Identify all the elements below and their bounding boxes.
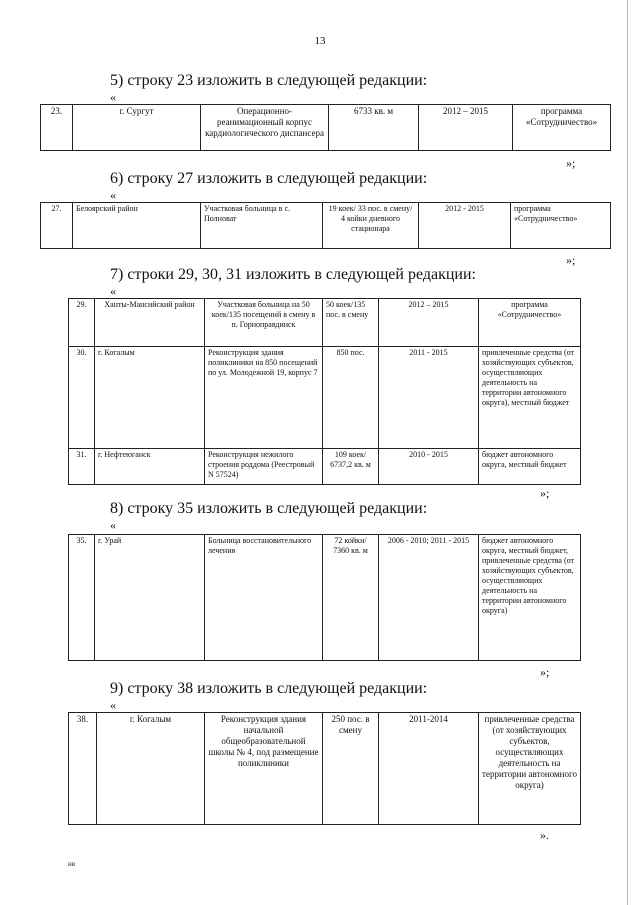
cell-period: 2012 – 2015 xyxy=(379,299,479,347)
section-8-open-quote: « xyxy=(110,518,116,532)
section-5-close: »; xyxy=(566,156,576,170)
cell-capacity: 19 коек/ 33 пос. в смену/ 4 койки дневного стационара xyxy=(323,203,419,249)
section-5-heading: 5) строку 23 изложить в следующей редакции: xyxy=(110,72,428,89)
cell-funding: программа «Сотрудничество» xyxy=(511,203,611,249)
section-6-table xyxy=(40,202,611,249)
cell-object: Участковая больница в с. Полноват xyxy=(201,203,323,249)
cell-object: Реконструкция нежилого строения роддома (Реестровый N 57524) xyxy=(205,449,323,485)
section-8-heading: 8) строку 35 изложить в следующей редакции: xyxy=(110,500,428,517)
table-row xyxy=(69,347,581,449)
cell-funding: бюджет автономного округа, местный бюджет, привлеченные средства (от хозяйствующих субъектов, осуществляющих деятельность на территории автономного округа) xyxy=(479,535,581,661)
cell-capacity: 50 коек/135 пос. в смену xyxy=(323,299,379,347)
cell-capacity: 250 пос. в смену xyxy=(323,713,379,825)
cell-funding: программа «Сотрудничество» xyxy=(479,299,581,347)
table-row xyxy=(69,299,581,347)
page-number: 13 xyxy=(314,35,326,47)
cell-object: Участковая больница на 50 коек/135 посещений в смену в п. Горноправдинск xyxy=(205,299,323,347)
table-row xyxy=(69,449,581,485)
cell-object: Реконструкция здания начальной общеобразовательной школы № 4, под размещение поликлиники xyxy=(205,713,323,825)
cell-number: 30. xyxy=(69,347,95,449)
cell-period: 2011-2014 xyxy=(379,713,479,825)
cell-period: 2011 - 2015 xyxy=(379,347,479,449)
cell-location: г. Когалым xyxy=(97,713,205,825)
cell-location: г. Сургут xyxy=(73,105,201,151)
section-9-table xyxy=(68,712,581,825)
cell-number: 38. xyxy=(69,713,97,825)
section-9-open-quote: « xyxy=(110,698,116,712)
section-9-close: ». xyxy=(540,828,549,842)
section-8-table xyxy=(68,534,581,661)
cell-location: г. Нефтеюганск xyxy=(95,449,205,485)
table-row xyxy=(69,535,581,661)
section-9-heading: 9) строку 38 изложить в следующей редакции: xyxy=(110,680,428,697)
cell-location: Белоярский район xyxy=(73,203,201,249)
section-6-close: »; xyxy=(566,253,576,267)
cell-capacity: 850 пос. xyxy=(323,347,379,449)
section-5-open-quote: « xyxy=(110,90,116,104)
cell-object: Реконструкция здания поликлиники на 850 посещений по ул. Молодежной 19, корпус 7 xyxy=(205,347,323,449)
cell-period: 2006 - 2010; 2011 - 2015 xyxy=(379,535,479,661)
section-6-heading: 6) строку 27 изложить в следующей редакции: xyxy=(110,170,428,187)
cell-period: 2010 - 2015 xyxy=(379,449,479,485)
section-5-table xyxy=(40,104,611,151)
cell-number: 29. xyxy=(69,299,95,347)
cell-location: г. Урай xyxy=(95,535,205,661)
section-7-heading: 7) строки 29, 30, 31 изложить в следующей редакции: xyxy=(110,266,476,283)
table-row xyxy=(69,713,581,825)
cell-location: г. Когалым xyxy=(95,347,205,449)
cell-funding: бюджет автономного округа, местный бюджет xyxy=(479,449,581,485)
table-row xyxy=(41,203,611,249)
cell-funding: привлеченные средства (от хозяйствующих субъектов, осуществляющих деятельность на территории автономного округа), местный бюджет xyxy=(479,347,581,449)
cell-object: Операционно-реанимационный корпус кардиологического диспансера xyxy=(201,105,329,151)
scan-edge-line xyxy=(627,0,628,905)
cell-capacity: 6733 кв. м xyxy=(329,105,419,151)
cell-capacity: 72 койки/ 7360 кв. м xyxy=(323,535,379,661)
section-6-open-quote: « xyxy=(110,188,116,202)
cell-capacity: 109 коек/ 6737,2 кв. м xyxy=(323,449,379,485)
cell-funding: привлеченные средства (от хозяйствующих субъектов, осуществляющих деятельность на территории автономного округа) xyxy=(479,713,581,825)
cell-object: Больница восстановительного лечения xyxy=(205,535,323,661)
table-row xyxy=(41,105,611,151)
section-7-close: »; xyxy=(540,486,550,500)
section-7-table xyxy=(68,298,581,485)
cell-period: 2012 - 2015 xyxy=(419,203,511,249)
cell-number: 31. xyxy=(69,449,95,485)
cell-number: 23. xyxy=(41,105,73,151)
cell-funding: программа «Сотрудничество» xyxy=(513,105,611,151)
cell-number: 35. xyxy=(69,535,95,661)
cell-period: 2012 – 2015 xyxy=(419,105,513,151)
cell-number: 27. xyxy=(41,203,73,249)
section-7-open-quote: « xyxy=(110,284,116,298)
footer-mark: нв xyxy=(68,860,76,868)
section-8-close: »; xyxy=(540,665,550,679)
cell-location: Ханты-Мансийский район xyxy=(95,299,205,347)
